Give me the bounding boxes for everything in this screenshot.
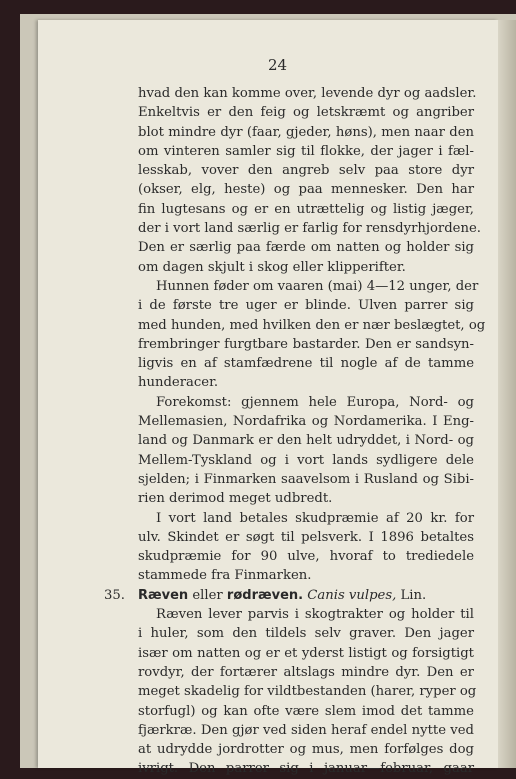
text-line: Ræven lever parvis i skogtrakter og holder til (156, 607, 474, 623)
text-line: stammede fra Finmarken. (138, 568, 312, 584)
text-line: om dagen skjult i skog eller klipperifter. (138, 259, 406, 275)
entry-number: 35. (104, 587, 125, 603)
text-line: ligvis en af stamfædrene til nogle af de tamme (138, 356, 474, 372)
text-line: (okser, elg, heste) og paa mennesker. Den har (138, 182, 474, 198)
text-line: meget skadelig for vildtbestanden (harer, ryper og (138, 684, 477, 700)
text-line: i de første tre uger er blinde. Ulven parrer sig (138, 298, 474, 314)
entry-alt-name: rødræven. (226, 587, 304, 603)
text-line: lesskab, vover den angreb selv paa store dyr (138, 163, 474, 179)
text-line: I vort land betales skudpræmie af 20 kr. for (156, 510, 474, 526)
body-text (104, 84, 486, 779)
text-line: især om natten og er et yderst listigt og forsigtigt (138, 645, 474, 661)
entry-latin-name: Canis vulpes, (307, 587, 397, 603)
page-number: 24 (268, 56, 288, 74)
text-line: rien derimod meget udbredt. (138, 491, 333, 507)
text-line: Enkeltvis er den feig og letskræmt og angriber (138, 105, 474, 121)
text-line: i huler, som den tildels selv graver. Den jager (138, 626, 474, 642)
text-line: fjærkræ. Den gjør ved siden heraf endel nytte ved (138, 722, 474, 738)
text-line: hunderacer. (138, 375, 219, 391)
text-line: Forekomst: gjennem hele Europa, Nord- og (156, 394, 474, 410)
text-line: med hunden, med hvilken den er nær beslægtet, og (138, 317, 486, 333)
text-line: frembringer furgtbare bastarder. Den er sandsyn- (138, 336, 474, 352)
text-line: Mellemasien, Nordafrika og Nordamerika. I Eng- (138, 414, 474, 430)
text-line: om vinteren samler sig til flokke, der jager i fæl- (138, 143, 474, 159)
text-line: fin lugtesans og er en utrættelig og listig jæger, (138, 201, 474, 217)
text-line: storfugl) og kan ofte være slem imod det tamme (138, 703, 474, 719)
entry-connector: eller (188, 587, 227, 603)
text-line: Hunnen føder om vaaren (mai) 4—12 unger, der (156, 278, 479, 294)
entry-heading (104, 586, 474, 605)
text-line: skudpræmie for 90 ulve, hvoraf to trediedele (138, 549, 474, 565)
text-line: rovdyr, der fortærer altslags mindre dyr. Den er (138, 664, 474, 680)
text-line: Den er særlig paa færde om natten og holder sig (138, 240, 474, 256)
text-line: sjelden; i Finmarken saavelsom i Rusland og Sibi- (138, 471, 474, 487)
entry-author: Lin. (396, 587, 427, 603)
text-line: ulv. Skindet er søgt til pelsverk. I 1896 betaltes (138, 529, 474, 545)
text-line: land og Danmark er den helt udryddet, i Nord- og (138, 433, 474, 449)
text-line: hvad den kan komme over, levende dyr og aadsler. (138, 86, 477, 101)
text-line: ivrigt. Den parrer sig i januar—februar, gaar (138, 761, 474, 777)
text-line: Mellem-Tyskland og i vort lands sydligere dele (138, 452, 474, 468)
text-line: der i vort land særlig er farlig for rensdyrhjordene. (138, 221, 481, 237)
entry-name: Ræven (138, 587, 189, 603)
text-line: blot mindre dyr (faar, gjeder, høns), men naar den (138, 124, 474, 140)
text-line: at udrydde jordrotter og mus, men forfølges dog (138, 742, 474, 758)
page-edge (498, 20, 516, 768)
